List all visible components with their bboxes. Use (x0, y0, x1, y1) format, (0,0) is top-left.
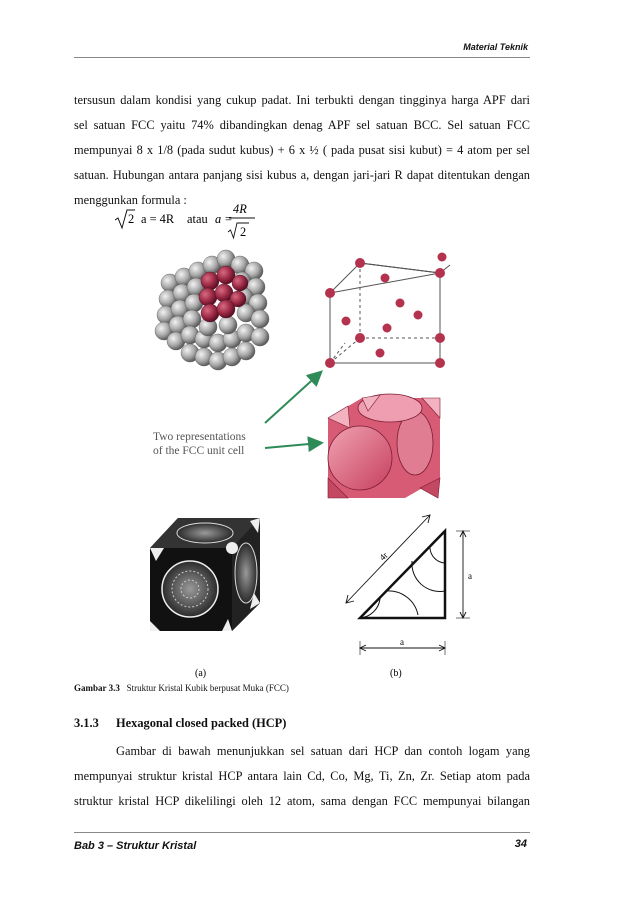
paragraph-line: sel satuan FCC yaitu 74% dibandingkan denag APF sel satuan BCC. Sel satuan FCC (74, 118, 530, 132)
header-title: Material Teknik (463, 42, 528, 52)
annotation-line-1: Two representations (153, 431, 246, 443)
page-number: 34 (514, 838, 527, 850)
formula-rhs-var: a = (215, 212, 233, 226)
paragraph-line: satuan. Hubungan antara panjang sisi kubus a, dengan jari-jari R dapat ditentukan dengan (74, 168, 530, 182)
footer-chapter: Bab 3 – Struktur Kristal (74, 840, 197, 852)
footer-rule (74, 832, 530, 833)
paragraph-line: struktur kristal HCP dikelilingi oleh 12 atom, sama dengan FCC mempunyai bilangan (74, 794, 530, 808)
paragraph-line: menggunkan formula : (74, 193, 187, 207)
atom-lattice-illustration (155, 250, 269, 370)
dimension-a-side: a (468, 571, 472, 581)
paragraph-line: tersusun dalam kondisi yang cukup padat. Ini terbukti dengan tingginya harga APF dari (74, 93, 530, 107)
fcc-face-diagonal-diagram (346, 515, 470, 655)
section-heading (74, 716, 286, 731)
fcc-wireframe-cube (330, 263, 450, 363)
formula-lhs-root: 2 (128, 212, 135, 226)
formula-denominator: 2 (240, 225, 247, 239)
paragraph-2 (74, 739, 530, 814)
fcc-figure (150, 243, 480, 688)
paragraph-1 (74, 88, 530, 213)
dimension-a-bottom: a (400, 637, 404, 647)
fcc-sectioned-cube (150, 518, 260, 679)
fcc-lattice-points (325, 253, 447, 369)
figure-caption (74, 683, 289, 693)
section-title: Hexagonal closed packed (HCP) (116, 716, 287, 730)
dimension-4r: 4r (377, 550, 390, 563)
arrow-to-wireframe-icon (265, 373, 320, 423)
section-number: 3.1.3 (74, 716, 99, 730)
header-rule (74, 57, 530, 58)
fcc-hard-sphere-cube (328, 394, 440, 498)
formula-numerator: 4R (233, 202, 247, 216)
arrow-to-sphere-cube-icon (265, 443, 320, 448)
figure-label-a: (a) (195, 668, 207, 679)
paragraph-line: Gambar di bawah menunjukkan sel satuan dari HCP dan contoh logam yang (116, 744, 530, 758)
paragraph-line: mempunyai 8 x 1/8 (pada sudut kubus) + 6 x ½ ( pada pusat sisi kubut) = 4 atom per sel (74, 143, 530, 157)
apf-formula (115, 198, 275, 242)
figure-label-b: (b) (390, 668, 402, 679)
formula-lhs: a = 4R (141, 212, 175, 226)
caption-text: Struktur Kristal Kubik berpusat Muka (FCC) (126, 683, 289, 693)
paragraph-line: mempunyai struktur kristal HCP antara lain Cd, Co, Mg, Ti, Zn, Zr. Setiap atom pada (74, 769, 530, 783)
figure-annotation (153, 431, 246, 457)
caption-label: Gambar 3.3 (74, 683, 120, 693)
formula-connector: atau (187, 212, 208, 226)
annotation-line-2: of the FCC unit cell (153, 445, 245, 457)
